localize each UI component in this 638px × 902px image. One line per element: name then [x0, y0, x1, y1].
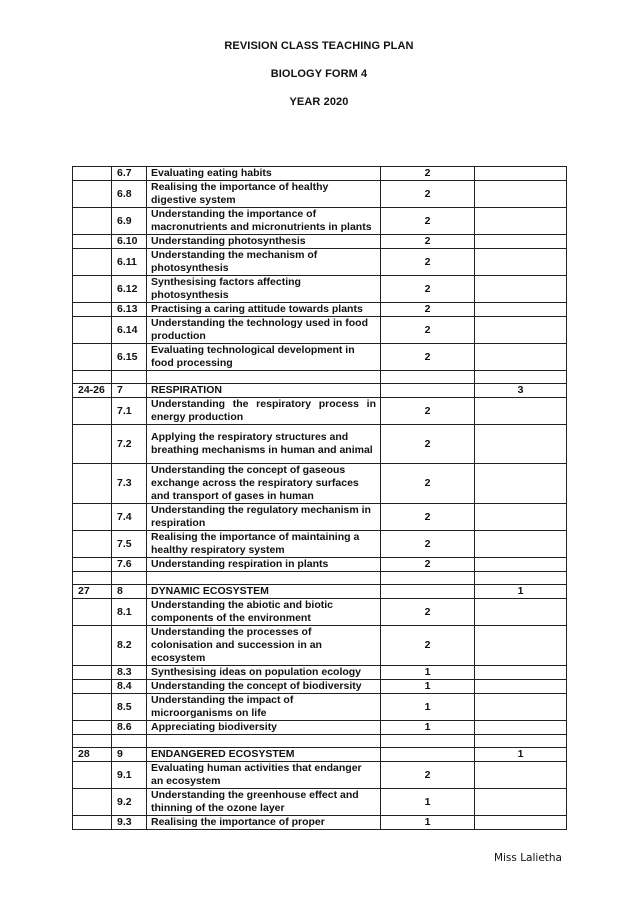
topic-title-cell: Synthesising factors affecting photosynthesis: [147, 276, 381, 303]
spacer-row: [73, 572, 567, 585]
week-cell: [73, 181, 112, 208]
hours-cell: 1: [381, 789, 475, 816]
subtopic-row: [73, 762, 567, 789]
topic-title-cell: Realising the importance of healthy digestive system: [147, 181, 381, 208]
hours-cell: [381, 748, 475, 762]
weeks-total-cell: [475, 816, 567, 830]
topic-title-cell: Understanding the impact of microorganisms on life: [147, 694, 381, 721]
subtopic-row: [73, 599, 567, 626]
hours-cell: 2: [381, 599, 475, 626]
hours-cell: 1: [381, 694, 475, 721]
week-cell: [73, 735, 112, 748]
hours-cell: 1: [381, 680, 475, 694]
subtopic-row: [73, 208, 567, 235]
week-cell: 24-26: [73, 384, 112, 398]
topic-code-cell: 8.2: [112, 626, 147, 666]
topic-title-cell: Practising a caring attitude towards plants: [147, 303, 381, 317]
topic-code-cell: 7.3: [112, 464, 147, 504]
topic-code-cell: 6.8: [112, 181, 147, 208]
topic-code-cell: 6.13: [112, 303, 147, 317]
subtopic-row: [73, 504, 567, 531]
weeks-total-cell: [475, 317, 567, 344]
weeks-total-cell: [475, 735, 567, 748]
topic-title-cell: Understanding the greenhouse effect and thinning of the ozone layer: [147, 789, 381, 816]
topic-row: [73, 384, 567, 398]
topic-code-cell: 6.9: [112, 208, 147, 235]
weeks-total-cell: [475, 181, 567, 208]
week-cell: [73, 249, 112, 276]
topic-title-cell: [147, 371, 381, 384]
week-cell: 27: [73, 585, 112, 599]
subtopic-row: [73, 626, 567, 666]
weeks-total-cell: [475, 572, 567, 585]
week-cell: 28: [73, 748, 112, 762]
week-cell: [73, 208, 112, 235]
hours-cell: 2: [381, 181, 475, 208]
topic-title-cell: ENDANGERED ECOSYSTEM: [147, 748, 381, 762]
hours-cell: 2: [381, 464, 475, 504]
weeks-total-cell: [475, 303, 567, 317]
week-cell: [73, 235, 112, 249]
topic-title-cell: Evaluating eating habits: [147, 167, 381, 181]
weeks-total-cell: 3: [475, 384, 567, 398]
subtopic-row: [73, 425, 567, 464]
week-cell: [73, 371, 112, 384]
week-cell: [73, 666, 112, 680]
subtopic-row: [73, 680, 567, 694]
subtopic-row: [73, 344, 567, 371]
subtopic-row: [73, 464, 567, 504]
topic-code-cell: 8.3: [112, 666, 147, 680]
hours-cell: [381, 384, 475, 398]
week-cell: [73, 680, 112, 694]
hours-cell: [381, 371, 475, 384]
weeks-total-cell: [475, 208, 567, 235]
week-cell: [73, 303, 112, 317]
topic-title-cell: Understanding the mechanism of photosynthesis: [147, 249, 381, 276]
weeks-total-cell: [475, 680, 567, 694]
topic-code-cell: 9: [112, 748, 147, 762]
week-cell: [73, 816, 112, 830]
topic-code-cell: [112, 735, 147, 748]
week-cell: [73, 317, 112, 344]
hours-cell: 2: [381, 558, 475, 572]
hours-cell: 2: [381, 425, 475, 464]
topic-title-cell: Understanding the processes of colonisation and succession in an ecosystem: [147, 626, 381, 666]
topic-title-cell: Evaluating human activities that endanger an ecosystem: [147, 762, 381, 789]
subtopic-row: [73, 531, 567, 558]
weeks-total-cell: [475, 558, 567, 572]
topic-title-cell: [147, 735, 381, 748]
subtopic-row: [73, 317, 567, 344]
weeks-total-cell: [475, 599, 567, 626]
week-cell: [73, 344, 112, 371]
hours-cell: 2: [381, 762, 475, 789]
weeks-total-cell: [475, 666, 567, 680]
topic-title-cell: Understanding the respiratory process in energy production: [147, 398, 381, 425]
topic-code-cell: 7.6: [112, 558, 147, 572]
topic-title-cell: Understanding the technology used in food production: [147, 317, 381, 344]
topic-title-cell: Realising the importance of proper: [147, 816, 381, 830]
weeks-total-cell: [475, 249, 567, 276]
weeks-total-cell: 1: [475, 748, 567, 762]
topic-title-cell: RESPIRATION: [147, 384, 381, 398]
hours-cell: 2: [381, 235, 475, 249]
topic-code-cell: 8.1: [112, 599, 147, 626]
subtopic-row: [73, 816, 567, 830]
weeks-total-cell: [475, 276, 567, 303]
topic-title-cell: Evaluating technological development in food processing: [147, 344, 381, 371]
weeks-total-cell: [475, 789, 567, 816]
subtopic-row: [73, 694, 567, 721]
topic-code-cell: 7.1: [112, 398, 147, 425]
weeks-total-cell: [475, 504, 567, 531]
week-cell: [73, 398, 112, 425]
topic-code-cell: [112, 572, 147, 585]
week-cell: [73, 464, 112, 504]
subject-heading: BIOLOGY FORM 4: [270, 68, 368, 80]
topic-title-cell: Understanding respiration in plants: [147, 558, 381, 572]
week-cell: [73, 572, 112, 585]
weeks-total-cell: [475, 464, 567, 504]
topic-code-cell: 7.5: [112, 531, 147, 558]
spacer-row: [73, 735, 567, 748]
subtopic-row: [73, 666, 567, 680]
topic-code-cell: 6.12: [112, 276, 147, 303]
topic-code-cell: 7.2: [112, 425, 147, 464]
topic-title-cell: Understanding the abiotic and biotic components of the environment: [147, 599, 381, 626]
hours-cell: 2: [381, 249, 475, 276]
year-heading: YEAR 2020: [289, 96, 349, 108]
weeks-total-cell: [475, 762, 567, 789]
hours-cell: 1: [381, 721, 475, 735]
subtopic-row: [73, 181, 567, 208]
topic-title-cell: Realising the importance of maintaining a healthy respiratory system: [147, 531, 381, 558]
hours-cell: 2: [381, 317, 475, 344]
topic-title-cell: Understanding photosynthesis: [147, 235, 381, 249]
teaching-plan-body: [73, 167, 567, 830]
hours-cell: 2: [381, 344, 475, 371]
topic-row: [73, 748, 567, 762]
week-cell: [73, 694, 112, 721]
week-cell: [73, 626, 112, 666]
hours-cell: [381, 572, 475, 585]
hours-cell: 1: [381, 816, 475, 830]
topic-title-cell: [147, 572, 381, 585]
topic-code-cell: 9.2: [112, 789, 147, 816]
weeks-total-cell: [475, 167, 567, 181]
weeks-total-cell: [475, 235, 567, 249]
weeks-total-cell: [475, 371, 567, 384]
subtopic-row: [73, 558, 567, 572]
topic-code-cell: 6.10: [112, 235, 147, 249]
topic-title-cell: Understanding the regulatory mechanism in respiration: [147, 504, 381, 531]
topic-title-cell: Applying the respiratory structures and breathing mechanisms in human and animal: [147, 425, 381, 464]
week-cell: [73, 721, 112, 735]
week-cell: [73, 504, 112, 531]
hours-cell: 1: [381, 666, 475, 680]
subtopic-row: [73, 398, 567, 425]
topic-title-cell: Understanding the importance of macronutrients and micronutrients in plants: [147, 208, 381, 235]
topic-code-cell: 6.11: [112, 249, 147, 276]
teacher-signature: Miss Lalietha: [493, 852, 562, 864]
hours-cell: [381, 585, 475, 599]
topic-code-cell: 7: [112, 384, 147, 398]
topic-title-cell: Appreciating biodiversity: [147, 721, 381, 735]
hours-cell: [381, 735, 475, 748]
weeks-total-cell: [475, 344, 567, 371]
topic-code-cell: 8.6: [112, 721, 147, 735]
topic-code-cell: 6.14: [112, 317, 147, 344]
subtopic-row: [73, 276, 567, 303]
subtopic-row: [73, 249, 567, 276]
weeks-total-cell: [475, 721, 567, 735]
week-cell: [73, 789, 112, 816]
week-cell: [73, 425, 112, 464]
hours-cell: 2: [381, 208, 475, 235]
hours-cell: 2: [381, 303, 475, 317]
topic-code-cell: 9.1: [112, 762, 147, 789]
document-title: REVISION CLASS TEACHING PLAN: [224, 40, 414, 52]
teaching-plan-table: [72, 166, 567, 830]
topic-title-cell: Synthesising ideas on population ecology: [147, 666, 381, 680]
week-cell: [73, 599, 112, 626]
topic-code-cell: 8.5: [112, 694, 147, 721]
week-cell: [73, 167, 112, 181]
hours-cell: 2: [381, 531, 475, 558]
topic-code-cell: 6.15: [112, 344, 147, 371]
topic-title-cell: Understanding the concept of gaseous exchange across the respiratory surfaces and transport of gases in human: [147, 464, 381, 504]
subtopic-row: [73, 303, 567, 317]
hours-cell: 2: [381, 398, 475, 425]
hours-cell: 2: [381, 626, 475, 666]
week-cell: [73, 762, 112, 789]
weeks-total-cell: [475, 531, 567, 558]
topic-code-cell: 6.7: [112, 167, 147, 181]
week-cell: [73, 276, 112, 303]
topic-code-cell: 7.4: [112, 504, 147, 531]
subtopic-row: [73, 789, 567, 816]
week-cell: [73, 531, 112, 558]
topic-row: [73, 585, 567, 599]
hours-cell: 2: [381, 504, 475, 531]
hours-cell: 2: [381, 276, 475, 303]
weeks-total-cell: [475, 425, 567, 464]
subtopic-row: [73, 235, 567, 249]
hours-cell: 2: [381, 167, 475, 181]
spacer-row: [73, 371, 567, 384]
topic-code-cell: 8.4: [112, 680, 147, 694]
topic-title-cell: Understanding the concept of biodiversity: [147, 680, 381, 694]
subtopic-row: [73, 167, 567, 181]
topic-code-cell: 9.3: [112, 816, 147, 830]
topic-title-cell: DYNAMIC ECOSYSTEM: [147, 585, 381, 599]
subtopic-row: [73, 721, 567, 735]
weeks-total-cell: [475, 398, 567, 425]
weeks-total-cell: 1: [475, 585, 567, 599]
weeks-total-cell: [475, 626, 567, 666]
topic-code-cell: 8: [112, 585, 147, 599]
week-cell: [73, 558, 112, 572]
topic-code-cell: [112, 371, 147, 384]
weeks-total-cell: [475, 694, 567, 721]
